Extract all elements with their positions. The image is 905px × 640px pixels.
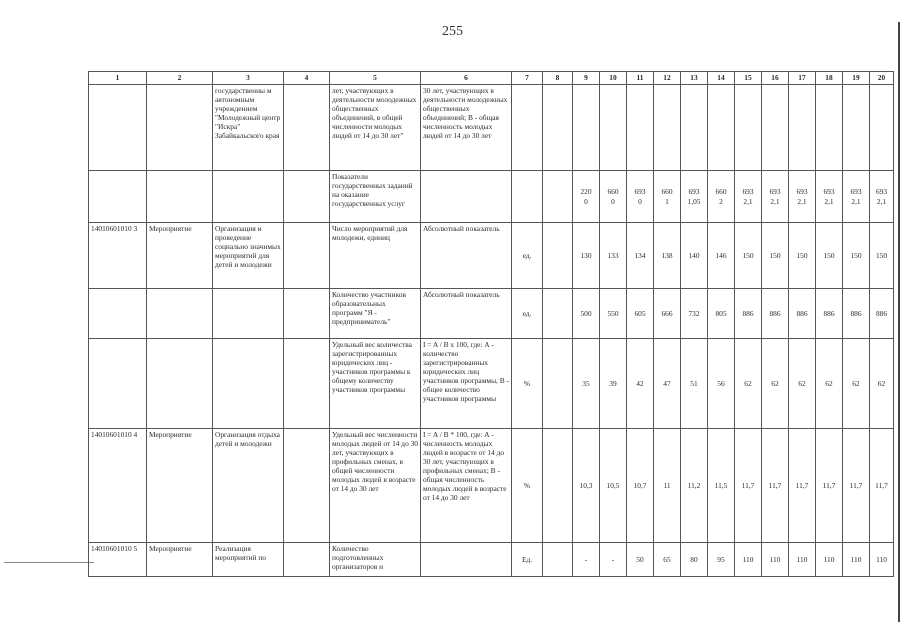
year-value-cell: [600, 85, 627, 171]
column-number-row: [89, 72, 894, 85]
element-name-cell: Организация отдыха детей и молодежи: [213, 429, 284, 543]
indicator-name-cell: лет, участвующих в деятельности молодежных общественных объединений, в общей численности молодых людей от 14 до 30 лет": [330, 85, 421, 171]
year-value-cell: 11,7: [735, 429, 762, 543]
column-number: 9: [573, 72, 600, 85]
responsible-cell: [284, 339, 330, 429]
year-value-cell: 62: [870, 339, 894, 429]
year-value-cell: 150: [816, 223, 843, 289]
year-value-cell: 47: [654, 339, 681, 429]
base-value-cell: [543, 85, 573, 171]
year-value-cell: 11,7: [816, 429, 843, 543]
year-value-cell: 35: [573, 339, 600, 429]
base-value-cell: [543, 289, 573, 339]
year-value-cell: [735, 85, 762, 171]
column-number: 16: [762, 72, 789, 85]
responsible-cell: [284, 429, 330, 543]
indicators-table: [88, 71, 894, 577]
year-value-cell: 110: [870, 543, 894, 577]
year-value-cell: 660 1: [654, 171, 681, 223]
column-number: 14: [708, 72, 735, 85]
year-value-cell: 693 0: [627, 171, 654, 223]
column-number: 15: [735, 72, 762, 85]
year-value-cell: 62: [762, 339, 789, 429]
year-value-cell: 660 2: [708, 171, 735, 223]
program-code-cell: [89, 85, 147, 171]
year-value-cell: 886: [816, 289, 843, 339]
unit-cell: %: [512, 429, 543, 543]
year-value-cell: 150: [789, 223, 816, 289]
column-number: 7: [512, 72, 543, 85]
year-value-cell: 11,7: [870, 429, 894, 543]
year-value-cell: [843, 85, 870, 171]
year-value-cell: 50: [627, 543, 654, 577]
year-value-cell: 56: [708, 339, 735, 429]
year-value-cell: 805: [708, 289, 735, 339]
indicator-name-cell: Показатели государственных заданий на оказание государственных услуг: [330, 171, 421, 223]
year-value-cell: [573, 85, 600, 171]
calculation-method-cell: I = A / B * 100, где: А - численность молодых людей в возрасте от 14 до 30 лет, участвующих в профильных сменах; В - общая численность молодых людей в возрасте от 14 до 30 лет: [421, 429, 512, 543]
responsible-cell: [284, 289, 330, 339]
element-name-cell: [213, 171, 284, 223]
year-value-cell: 110: [789, 543, 816, 577]
table-row: [89, 289, 894, 339]
column-number: 10: [600, 72, 627, 85]
indicator-name-cell: Количество участников образовательных программ "Я - предприниматель": [330, 289, 421, 339]
program-code-cell: 14010601010 5: [89, 543, 147, 577]
column-number: 8: [543, 72, 573, 85]
year-value-cell: 42: [627, 339, 654, 429]
year-value-cell: 95: [708, 543, 735, 577]
column-number: 2: [147, 72, 213, 85]
base-value-cell: [543, 223, 573, 289]
year-value-cell: 51: [681, 339, 708, 429]
program-code-cell: 14010601010 3: [89, 223, 147, 289]
element-type-cell: [147, 289, 213, 339]
year-value-cell: 140: [681, 223, 708, 289]
year-value-cell: 10,7: [627, 429, 654, 543]
page-number: 255: [442, 24, 463, 39]
year-value-cell: 605: [627, 289, 654, 339]
year-value-cell: 886: [762, 289, 789, 339]
year-value-cell: 62: [843, 339, 870, 429]
year-value-cell: 110: [816, 543, 843, 577]
table-row: [89, 85, 894, 171]
responsible-cell: [284, 85, 330, 171]
year-value-cell: [789, 85, 816, 171]
year-value-cell: -: [600, 543, 627, 577]
year-value-cell: 693 1,05: [681, 171, 708, 223]
column-number: 13: [681, 72, 708, 85]
column-number: 1: [89, 72, 147, 85]
margin-mark: [4, 562, 94, 563]
element-type-cell: [147, 339, 213, 429]
indicator-name-cell: Удельный вес численности молодых людей от 14 до 30 лет, участвующих в профильных сменах, в общей численности молодых людей в возрасте от 14 до 30 лет: [330, 429, 421, 543]
year-value-cell: 39: [600, 339, 627, 429]
year-value-cell: 150: [762, 223, 789, 289]
year-value-cell: 660 0: [600, 171, 627, 223]
year-value-cell: 693 2,1: [762, 171, 789, 223]
year-value-cell: 138: [654, 223, 681, 289]
calculation-method-cell: Абсолютный показатель: [421, 223, 512, 289]
year-value-cell: 110: [735, 543, 762, 577]
responsible-cell: [284, 223, 330, 289]
program-code-cell: [89, 289, 147, 339]
program-code-cell: 14010601010 4: [89, 429, 147, 543]
responsible-cell: [284, 171, 330, 223]
calculation-method-cell: I = A / B x 100, где: А - количество зарегистрированных юридических лиц участников программы, В - общее количество участников программы: [421, 339, 512, 429]
year-value-cell: 11,7: [789, 429, 816, 543]
column-number: 20: [870, 72, 894, 85]
year-value-cell: 693 2,1: [789, 171, 816, 223]
table-row: [89, 429, 894, 543]
year-value-cell: 693 2,1: [843, 171, 870, 223]
element-name-cell: [213, 289, 284, 339]
year-value-cell: [816, 85, 843, 171]
year-value-cell: 130: [573, 223, 600, 289]
year-value-cell: 146: [708, 223, 735, 289]
year-value-cell: 666: [654, 289, 681, 339]
base-value-cell: [543, 543, 573, 577]
year-value-cell: 65: [654, 543, 681, 577]
year-value-cell: 110: [762, 543, 789, 577]
year-value-cell: 150: [870, 223, 894, 289]
year-value-cell: 62: [735, 339, 762, 429]
element-name-cell: [213, 339, 284, 429]
year-value-cell: [627, 85, 654, 171]
table-row: [89, 543, 894, 577]
calculation-method-cell: [421, 171, 512, 223]
year-value-cell: 11,7: [843, 429, 870, 543]
responsible-cell: [284, 543, 330, 577]
calculation-method-cell: [421, 543, 512, 577]
column-number: 18: [816, 72, 843, 85]
year-value-cell: 110: [843, 543, 870, 577]
year-value-cell: 220 0: [573, 171, 600, 223]
right-margin-rule: [898, 22, 900, 622]
element-name-cell: государственны м автономным учреждением "Молодежный центр "Искра" Забайкальского края: [213, 85, 284, 171]
program-code-cell: [89, 171, 147, 223]
year-value-cell: 500: [573, 289, 600, 339]
year-value-cell: 134: [627, 223, 654, 289]
year-value-cell: 886: [870, 289, 894, 339]
element-type-cell: Мероприятие: [147, 223, 213, 289]
unit-cell: ед.: [512, 289, 543, 339]
year-value-cell: 693 2,1: [735, 171, 762, 223]
column-number: 11: [627, 72, 654, 85]
year-value-cell: 11,5: [708, 429, 735, 543]
year-value-cell: [681, 85, 708, 171]
calculation-method-cell: 30 лет, участвующих в деятельности молодежных общественных объединений; В - общая численность молодых людей от 14 до 30 лет: [421, 85, 512, 171]
unit-cell: %: [512, 339, 543, 429]
element-type-cell: Мероприятие: [147, 429, 213, 543]
unit-cell: [512, 171, 543, 223]
year-value-cell: [870, 85, 894, 171]
column-number: 12: [654, 72, 681, 85]
year-value-cell: 886: [843, 289, 870, 339]
indicator-name-cell: Удельный вес количества зарегистрированных юридических лиц - участников программы к общему количеству участников программы: [330, 339, 421, 429]
column-number: 5: [330, 72, 421, 85]
year-value-cell: 732: [681, 289, 708, 339]
table-row: [89, 223, 894, 289]
year-value-cell: [654, 85, 681, 171]
table-row: [89, 171, 894, 223]
element-name-cell: Реализация мероприятий по: [213, 543, 284, 577]
element-type-cell: [147, 85, 213, 171]
column-number: 19: [843, 72, 870, 85]
year-value-cell: 62: [816, 339, 843, 429]
indicator-name-cell: Число мероприятий для молодежи, единиц: [330, 223, 421, 289]
year-value-cell: 886: [735, 289, 762, 339]
year-value-cell: [762, 85, 789, 171]
year-value-cell: -: [573, 543, 600, 577]
year-value-cell: 10,3: [573, 429, 600, 543]
year-value-cell: 10,5: [600, 429, 627, 543]
unit-cell: ед.: [512, 223, 543, 289]
year-value-cell: 886: [789, 289, 816, 339]
element-type-cell: [147, 171, 213, 223]
column-number: 17: [789, 72, 816, 85]
element-name-cell: Организация и проведение социально значимых мероприятий для детей и молодежи: [213, 223, 284, 289]
year-value-cell: 150: [843, 223, 870, 289]
column-number: 4: [284, 72, 330, 85]
year-value-cell: 11,7: [762, 429, 789, 543]
base-value-cell: [543, 339, 573, 429]
base-value-cell: [543, 429, 573, 543]
column-number: 3: [213, 72, 284, 85]
year-value-cell: 11,2: [681, 429, 708, 543]
table-row: [89, 339, 894, 429]
year-value-cell: 11: [654, 429, 681, 543]
year-value-cell: 550: [600, 289, 627, 339]
year-value-cell: 693 2,1: [816, 171, 843, 223]
indicator-name-cell: Количество подготовленных организаторов и: [330, 543, 421, 577]
year-value-cell: 80: [681, 543, 708, 577]
year-value-cell: 133: [600, 223, 627, 289]
calculation-method-cell: Абсолютный показатель: [421, 289, 512, 339]
program-code-cell: [89, 339, 147, 429]
year-value-cell: 693 2,1: [870, 171, 894, 223]
year-value-cell: 150: [735, 223, 762, 289]
element-type-cell: Мероприятие: [147, 543, 213, 577]
column-number: 6: [421, 72, 512, 85]
year-value-cell: [708, 85, 735, 171]
unit-cell: [512, 85, 543, 171]
base-value-cell: [543, 171, 573, 223]
year-value-cell: 62: [789, 339, 816, 429]
unit-cell: Ед.: [512, 543, 543, 577]
